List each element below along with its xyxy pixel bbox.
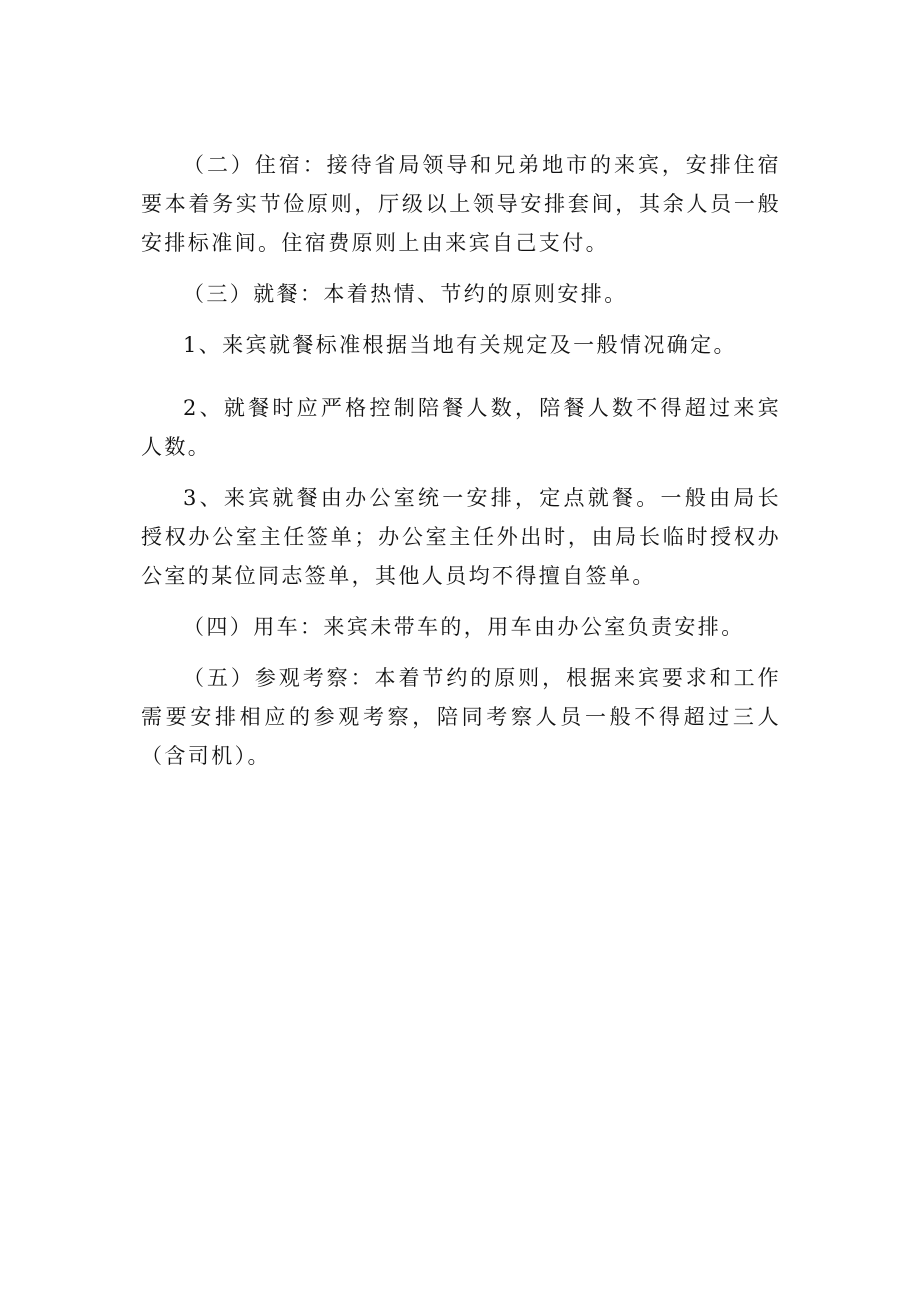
paragraph-dining-item-2: 2、就餐时应严格控制陪餐人数，陪餐人数不得超过来宾人数。 [141,396,781,459]
document-body [141,146,781,788]
paragraph-dining-item-3: 3、来宾就餐由办公室统一安排，定点就餐。一般由局长授权办公室主任签单；办公室主任外出时，由局长临时授权办公室的某位同志签单，其他人员均不得擅自签单。 [141,486,781,588]
paragraph-dining-item-1: 1、来宾就餐标准根据当地有关规定及一般情况确定。 [183,333,737,357]
paragraph-visit: （五）参观考察：本着节约的原则，根据来宾要求和工作需要安排相应的参观考察，陪同考察人员一般不得超过三人（含司机）。 [141,666,781,768]
paragraph-dining: （三）就餐：本着热情、节约的原则安排。 [183,282,628,306]
paragraph-accommodation: （二）住宿：接待省局领导和兄弟地市的来宾，安排住宿要本着务实节俭原则，厅级以上领导安排套间，其余人员一般安排标准间。住宿费原则上由来宾自己支付。 [141,153,781,255]
paragraph-vehicle: （四）用车：来宾未带车的，用车由办公室负责安排。 [183,615,745,639]
